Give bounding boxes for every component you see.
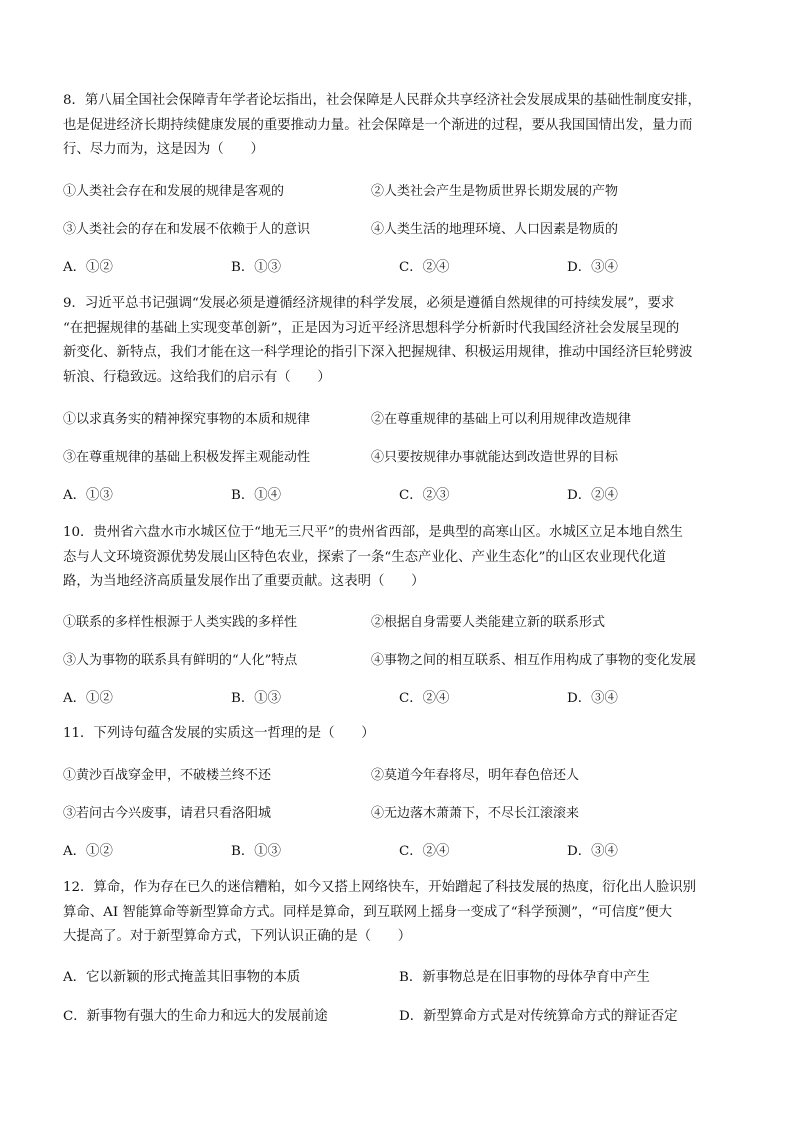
stem-line: 斩浪、行稳致远。这给我们的启示有（ ） xyxy=(63,369,331,385)
question-8-stem xyxy=(63,89,731,163)
q11-option-a[interactable]: A．①② xyxy=(63,844,113,859)
q8-statement-1: ①人类社会存在和发展的规律是客观的 xyxy=(63,184,285,199)
stem-line: 10．贵州省六盘水市水城区位于“地无三尺平”的贵州省西部，是典型的高寒山区。水城区立足本地自然生 xyxy=(63,525,683,540)
q10-statement-3: ③人为事物的联系具有鲜明的“人化”特点 xyxy=(63,653,298,668)
stem-line: 8．第八届全国社会保障青年学者论坛指出，社会保障是人民群众共享经济社会发展成果的基础性制度安排， xyxy=(63,93,701,108)
question-9-stem xyxy=(63,292,731,390)
stem-line: 9．习近平总书记强调“发展必须是遵循经济规律的科学发展，必须是遵循自然规律的可持续发展”，要求 xyxy=(63,296,675,311)
q9-statement-4: ④只要按规律办事就能达到改造世界的目标 xyxy=(371,450,619,465)
stem-line: 行、尽力而为，这是因为（ ） xyxy=(63,142,264,157)
q9-statement-2: ②在尊重规律的基础上可以利用规律改造规律 xyxy=(371,412,632,427)
stem-line: 态与人文环境资源优势发展山区特色农业，探索了一条“生态产业化、产业生态化”的山区农业现代化道 xyxy=(63,549,666,565)
q9-option-d[interactable]: D．②④ xyxy=(567,488,618,503)
stem-line: 新变化、新特点，我们才能在这一科学理论的指引下深入把握规律、积极运用规律，推动中国经济巨轮劈波 xyxy=(63,345,693,360)
stem-line: “在把握规律的基础上实现变革创新”，正是因为习近平经济思想科学分析新时代我国经济社会发展呈现的 xyxy=(63,320,680,336)
q11-statement-3: ③若问古今兴废事，请君只看洛阳城 xyxy=(63,806,272,821)
question-10-stem xyxy=(63,521,731,595)
q11-option-c[interactable]: C．②④ xyxy=(399,844,450,859)
q8-statement-3: ③人类社会的存在和发展不依赖于人的意识 xyxy=(63,222,311,237)
q9-statement-3: ③在尊重规律的基础上积极发挥主观能动性 xyxy=(63,450,311,465)
q10-option-c[interactable]: C．②④ xyxy=(399,691,450,706)
q9-option-b[interactable]: B．①④ xyxy=(231,488,282,503)
question-12-stem xyxy=(63,876,731,950)
q12-option-c[interactable]: C．新事物有强大的生命力和远大的发展前途 xyxy=(63,1009,328,1024)
q10-option-d[interactable]: D．③④ xyxy=(567,691,618,706)
q11-option-b[interactable]: B．①③ xyxy=(231,844,282,859)
q9-option-c[interactable]: C．②③ xyxy=(399,488,450,503)
q11-statement-1: ①黄沙百战穿金甲，不破楼兰终不还 xyxy=(63,768,272,783)
q9-option-a[interactable]: A．①③ xyxy=(63,488,113,503)
q8-option-d[interactable]: D．③④ xyxy=(567,260,618,275)
q10-statement-4: ④事物之间的相互联系、相互作用构成了事物的变化发展 xyxy=(371,653,697,668)
q8-option-a[interactable]: A．①② xyxy=(63,260,113,275)
q10-option-b[interactable]: B．①③ xyxy=(231,691,282,706)
q11-statement-2: ②莫道今年春将尽，明年春色倍还人 xyxy=(371,768,580,783)
q10-statement-2: ②根据自身需要人类能建立新的联系形式 xyxy=(371,615,606,630)
stem-line: 12．算命，作为存在已久的迷信糟粕，如今又搭上网络快车，开始蹭起了科技发展的热度，衍化出人脸识别 xyxy=(63,880,697,895)
q8-option-c[interactable]: C．②④ xyxy=(399,260,450,275)
q8-statement-4: ④人类生活的地理环境、人口因素是物质的 xyxy=(371,222,619,237)
stem-line: 路，为当地经济高质量发展作出了重要贡献。这表明（ ） xyxy=(63,574,425,589)
stem-line: 也是促进经济长期持续健康发展的重要推动力量。社会保障是一个渐进的过程，要从我国国情出发，量力而 xyxy=(63,117,693,133)
stem-line: 11．下列诗句蕴含发展的实质这一哲理的是（ ） xyxy=(63,726,375,741)
stem-line: 算命、AI 智能算命等新型算命方式。同样是算命，到互联网上摇身一变成了“科学预测”，“可信度”便大 xyxy=(63,904,673,920)
stem-line: 大提高了。对于新型算命方式，下列认识正确的是（ ） xyxy=(63,929,412,944)
q9-statement-1: ①以求真务实的精神探究事物的本质和规律 xyxy=(63,412,311,427)
q11-statement-4: ④无边落木萧萧下，不尽长江滚滚来 xyxy=(371,806,580,821)
q10-statement-1: ①联系的多样性根源于人类实践的多样性 xyxy=(63,615,298,630)
q8-statement-2: ②人类社会产生是物质世界长期发展的产物 xyxy=(371,184,619,199)
q10-option-a[interactable]: A．①② xyxy=(63,691,113,706)
q11-option-d[interactable]: D．③④ xyxy=(567,844,618,859)
q12-option-a[interactable]: A．它以新颖的形式掩盖其旧事物的本质 xyxy=(63,970,301,985)
question-11-stem xyxy=(63,722,731,747)
q12-option-d[interactable]: D．新型算命方式是对传统算命方式的辩证否定 xyxy=(399,1009,678,1024)
q12-option-b[interactable]: B．新事物总是在旧事物的母体孕育中产生 xyxy=(399,970,650,985)
q8-option-b[interactable]: B．①③ xyxy=(231,260,282,275)
